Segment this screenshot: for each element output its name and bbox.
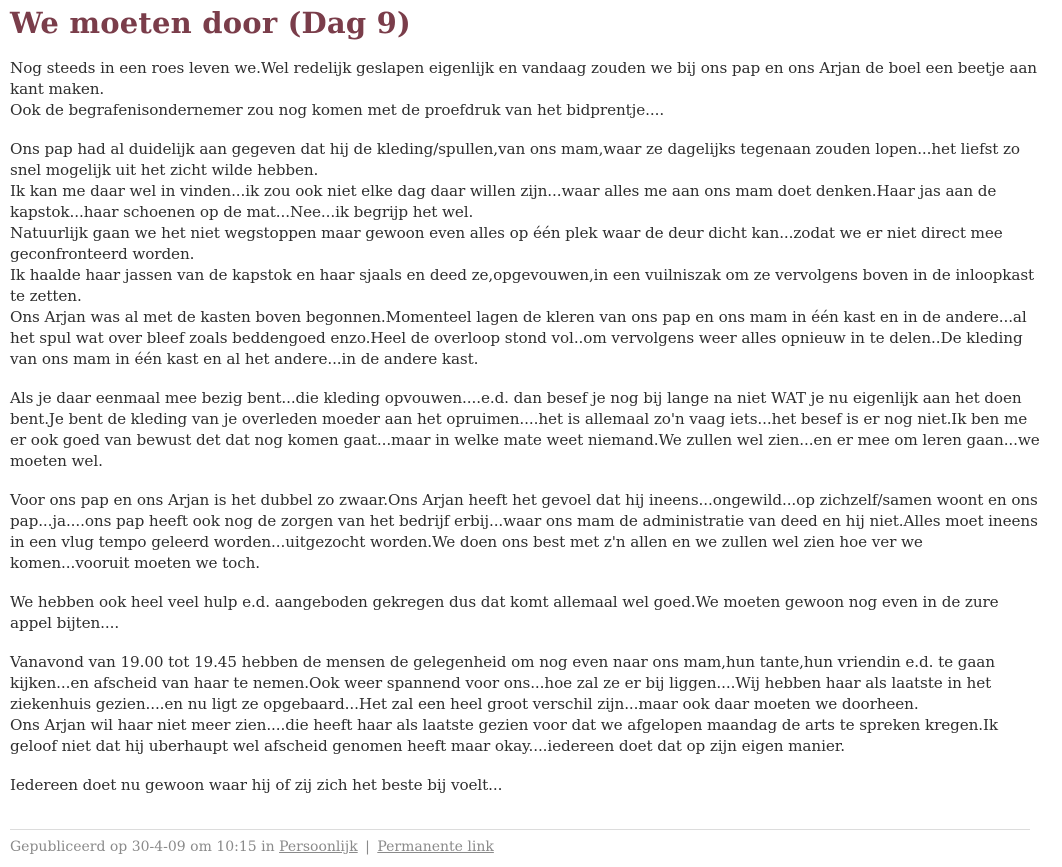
paragraph-line: We hebben ook heel veel hulp e.d. aangeboden gekregen dus dat komt allemaal wel goed.We moeten gewoon nog even in de zure appel bijten.... [10,593,999,632]
paragraph-line: Ook de begrafenisondernemer zou nog komen met de proefdruk van het bidprentje.... [10,101,665,119]
paragraph-line: Natuurlijk gaan we het niet wegstoppen maar gewoon even alles op één plek waar de deur dicht kan...zodat we er niet direct mee geconfronteerd worden. [10,224,1003,263]
paragraph-5 [10,592,1040,634]
paragraph-6 [10,652,1040,757]
paragraph-line: Als je daar eenmaal mee bezig bent...die kleding opvouwen....e.d. dan besef je nog bij lange na niet WAT je nu eigenlijk aan het doen bent.Je bent de kleding van je overleden moeder aan het opruimen....het is allemaal zo'n vaag iets...het besef is er nog niet.Ik ben me er ook goed van bewust det dat nog komen gaat...maar in welke mate weet niemand.We zullen wel zien...en er mee om leren gaan...we moeten wel. [10,389,1040,470]
category-link[interactable]: Persoonlijk [279,839,358,855]
paragraph-line: Ik haalde haar jassen van de kapstok en haar sjaals en deed ze,opgevouwen,in een vuilniszak om ze vervolgens boven in de inloopkast te zetten. [10,266,1035,305]
paragraph-7 [10,775,1040,796]
paragraph-line: Iedereen doet nu gewoon waar hij of zij zich het beste bij voelt... [10,776,503,794]
post-title: We moeten door (Dag 9) [10,6,411,40]
paragraph-line: Ik kan me daar wel in vinden...ik zou ook niet elke dag daar willen zijn...waar alles me aan ons mam doet denken.Haar jas aan de kapstok...haar schoenen op de mat...Nee...ik begrijp het wel. [10,182,997,221]
paragraph-1 [10,58,1040,121]
paragraph-3 [10,388,1040,472]
paragraph-line: Vanavond van 19.00 tot 19.45 hebben de mensen de gelegenheid om nog even naar ons mam,hun tante,hun vriendin e.d. te gaan kijken...en afscheid van haar te nemen.Ook weer spannend voor ons...hoe zal ze er bij liggen....Wij hebben haar als laatste in het ziekenhuis gezien....en nu ligt ze opgebaard...Het zal een heel groot verschil zijn...maar ook daar moeten we doorheen. [10,653,995,713]
paragraph-2 [10,139,1040,370]
post-body [10,58,1040,796]
published-info: Gepubliceerd op 30-4-09 om 10:15 in [10,839,275,855]
footer-separator: | [365,839,370,855]
paragraph-4 [10,490,1040,574]
post-footer [10,837,494,857]
paragraph-line: Nog steeds in een roes leven we.Wel redelijk geslapen eigenlijk en vandaag zouden we bij ons pap en ons Arjan de boel een beetje aan kant maken. [10,59,1037,98]
paragraph-line: Ons Arjan wil haar niet meer zien....die heeft haar als laatste gezien voor dat we afgelopen maandag de arts te spreken kregen.Ik geloof niet dat hij uberhaupt wel afscheid genomen heeft maar okay....iedereen doet dat op zijn eigen manier. [10,716,999,755]
paragraph-line: Ons pap had al duidelijk aan gegeven dat hij de kleding/spullen,van ons mam,waar ze dagelijks tegenaan zouden lopen...het liefst zo snel mogelijk uit het zicht wilde hebben. [10,140,1020,179]
paragraph-line: Voor ons pap en ons Arjan is het dubbel zo zwaar.Ons Arjan heeft het gevoel dat hij ineens...ongewild...op zichzelf/samen woont en ons pap...ja....ons pap heeft ook nog de zorgen van het bedrijf erbij...waar ons mam de administratie van deed en hij niet.Alles moet ineens in een vlug tempo geleerd worden...uitgezocht worden.We doen ons best met z'n allen en we zullen wel zien hoe ver we komen...vooruit moeten we toch. [10,491,1038,572]
blog-post [10,0,1040,796]
footer-divider [10,829,1030,830]
permalink-link[interactable]: Permanente link [377,839,494,855]
paragraph-line: Ons Arjan was al met de kasten boven begonnen.Momenteel lagen de kleren van ons pap en ons mam in één kast en in de andere...al het spul wat over bleef zoals beddengoed enzo.Heel de overloop stond vol..om vervolgens weer alles opnieuw in te delen..De kleding van ons mam in één kast en al het andere...in de andere kast. [10,308,1027,368]
